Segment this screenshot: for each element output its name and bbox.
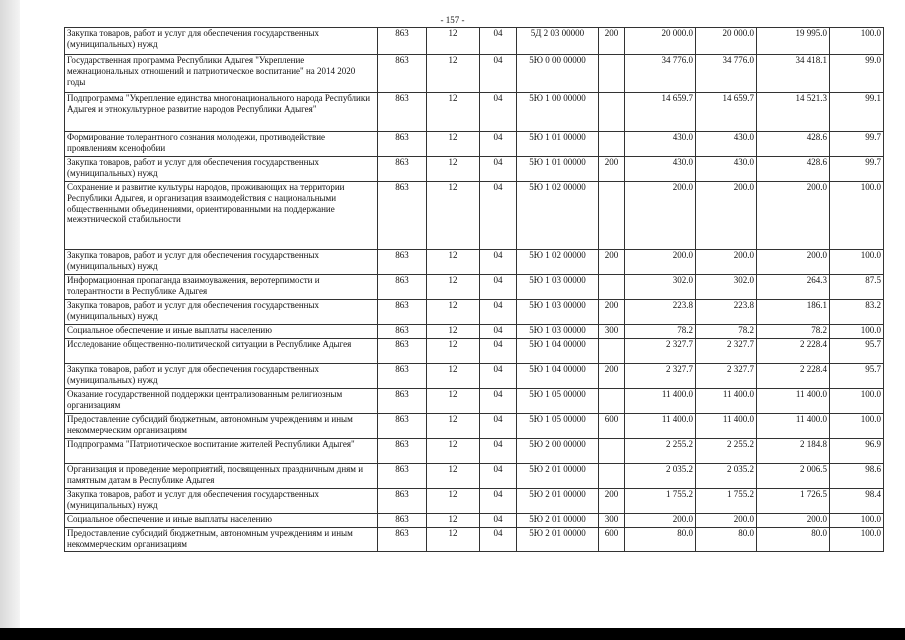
executed-amount: 11 400.0: [757, 389, 830, 414]
execution-percent: 98.4: [830, 489, 884, 514]
table-row: [65, 93, 884, 132]
target-article-code: 5Ю 2 01 00000: [517, 514, 599, 528]
expense-type-code: 200: [599, 28, 625, 55]
row-name: Закупка товаров, работ и услуг для обеспечения государственных (муниципальных) нужд: [65, 300, 378, 325]
ministry-code: 863: [378, 389, 427, 414]
approved-amount: 200.0: [625, 182, 696, 250]
table-row: [65, 275, 884, 300]
executed-amount: 264.3: [757, 275, 830, 300]
refined-amount: 11 400.0: [696, 414, 757, 439]
subsection-code: 04: [480, 250, 517, 275]
expense-type-code: [599, 439, 625, 464]
refined-amount: 2 327.7: [696, 364, 757, 389]
execution-percent: 99.0: [830, 55, 884, 93]
approved-amount: 1 755.2: [625, 489, 696, 514]
execution-percent: 100.0: [830, 528, 884, 552]
section-code: 12: [427, 55, 480, 93]
executed-amount: 11 400.0: [757, 414, 830, 439]
subsection-code: 04: [480, 514, 517, 528]
executed-amount: 14 521.3: [757, 93, 830, 132]
ministry-code: 863: [378, 182, 427, 250]
ministry-code: 863: [378, 275, 427, 300]
approved-amount: 223.8: [625, 300, 696, 325]
expense-type-code: 200: [599, 157, 625, 182]
budget-table: [64, 27, 884, 552]
row-name: Предоставление субсидий бюджетным, автономным учреждениям и иным некоммерческим организациям: [65, 528, 378, 552]
section-code: 12: [427, 389, 480, 414]
subsection-code: 04: [480, 389, 517, 414]
target-article-code: 5Ю 1 04 00000: [517, 364, 599, 389]
approved-amount: 2 327.7: [625, 339, 696, 364]
row-name: Закупка товаров, работ и услуг для обеспечения государственных (муниципальных) нужд: [65, 250, 378, 275]
row-name: Закупка товаров, работ и услуг для обеспечения государственных (муниципальных) нужд: [65, 364, 378, 389]
row-name: Формирование толерантного сознания молодежи, противодействие проявлениям ксенофобии: [65, 132, 378, 157]
section-code: 12: [427, 275, 480, 300]
target-article-code: 5Ю 1 04 00000: [517, 339, 599, 364]
section-code: 12: [427, 250, 480, 275]
executed-amount: 80.0: [757, 528, 830, 552]
execution-percent: 87.5: [830, 275, 884, 300]
execution-percent: 98.6: [830, 464, 884, 489]
subsection-code: 04: [480, 275, 517, 300]
approved-amount: 430.0: [625, 157, 696, 182]
ministry-code: 863: [378, 339, 427, 364]
section-code: 12: [427, 300, 480, 325]
ministry-code: 863: [378, 489, 427, 514]
executed-amount: 2 228.4: [757, 364, 830, 389]
expense-type-code: 200: [599, 300, 625, 325]
table-row: [65, 55, 884, 93]
row-name: Подпрограмма "Патриотическое воспитание жителей Республики Адыгея": [65, 439, 378, 464]
subsection-code: 04: [480, 93, 517, 132]
approved-amount: 200.0: [625, 514, 696, 528]
section-code: 12: [427, 439, 480, 464]
target-article-code: 5Ю 1 01 00000: [517, 132, 599, 157]
target-article-code: 5Ю 1 03 00000: [517, 325, 599, 339]
section-code: 12: [427, 93, 480, 132]
row-name: Закупка товаров, работ и услуг для обеспечения государственных (муниципальных) нужд: [65, 28, 378, 55]
row-name: Социальное обеспечение и иные выплаты населению: [65, 514, 378, 528]
subsection-code: 04: [480, 132, 517, 157]
target-article-code: 5Ю 1 02 00000: [517, 250, 599, 275]
table-row: [65, 364, 884, 389]
target-article-code: 5Ю 2 00 00000: [517, 439, 599, 464]
subsection-code: 04: [480, 464, 517, 489]
approved-amount: 78.2: [625, 325, 696, 339]
ministry-code: 863: [378, 132, 427, 157]
subsection-code: 04: [480, 364, 517, 389]
expense-type-code: [599, 93, 625, 132]
scan-edge-bottom: [0, 628, 905, 640]
approved-amount: 2 035.2: [625, 464, 696, 489]
subsection-code: 04: [480, 489, 517, 514]
ministry-code: 863: [378, 93, 427, 132]
table-row: [65, 414, 884, 439]
section-code: 12: [427, 182, 480, 250]
target-article-code: 5Ю 1 02 00000: [517, 182, 599, 250]
approved-amount: 20 000.0: [625, 28, 696, 55]
ministry-code: 863: [378, 414, 427, 439]
executed-amount: 78.2: [757, 325, 830, 339]
executed-amount: 2 228.4: [757, 339, 830, 364]
execution-percent: 95.7: [830, 364, 884, 389]
subsection-code: 04: [480, 300, 517, 325]
refined-amount: 430.0: [696, 132, 757, 157]
subsection-code: 04: [480, 414, 517, 439]
subsection-code: 04: [480, 325, 517, 339]
table-row: [65, 514, 884, 528]
executed-amount: 200.0: [757, 182, 830, 250]
refined-amount: 1 755.2: [696, 489, 757, 514]
target-article-code: 5Ю 1 05 00000: [517, 414, 599, 439]
execution-percent: 100.0: [830, 389, 884, 414]
expense-type-code: [599, 389, 625, 414]
refined-amount: 200.0: [696, 514, 757, 528]
table-row: [65, 28, 884, 55]
ministry-code: 863: [378, 28, 427, 55]
section-code: 12: [427, 325, 480, 339]
row-name: Социальное обеспечение и иные выплаты населению: [65, 325, 378, 339]
executed-amount: 428.6: [757, 157, 830, 182]
refined-amount: 34 776.0: [696, 55, 757, 93]
ministry-code: 863: [378, 55, 427, 93]
approved-amount: 2 327.7: [625, 364, 696, 389]
budget-table-body: [65, 28, 884, 552]
expense-type-code: 600: [599, 414, 625, 439]
expense-type-code: 600: [599, 528, 625, 552]
section-code: 12: [427, 157, 480, 182]
executed-amount: 200.0: [757, 514, 830, 528]
table-row: [65, 439, 884, 464]
approved-amount: 11 400.0: [625, 389, 696, 414]
table-row: [65, 182, 884, 250]
target-article-code: 5Ю 2 01 00000: [517, 528, 599, 552]
approved-amount: 34 776.0: [625, 55, 696, 93]
executed-amount: 1 726.5: [757, 489, 830, 514]
execution-percent: 100.0: [830, 28, 884, 55]
target-article-code: 5Д 2 03 00000: [517, 28, 599, 55]
refined-amount: 78.2: [696, 325, 757, 339]
target-article-code: 5Ю 1 00 00000: [517, 93, 599, 132]
table-row: [65, 339, 884, 364]
expense-type-code: 200: [599, 489, 625, 514]
ministry-code: 863: [378, 325, 427, 339]
target-article-code: 5Ю 1 05 00000: [517, 389, 599, 414]
subsection-code: 04: [480, 528, 517, 552]
expense-type-code: [599, 182, 625, 250]
refined-amount: 80.0: [696, 528, 757, 552]
subsection-code: 04: [480, 339, 517, 364]
row-name: Организация и проведение мероприятий, посвященных праздничным дням и памятным датам в Республике Адыгея: [65, 464, 378, 489]
refined-amount: 2 255.2: [696, 439, 757, 464]
target-article-code: 5Ю 2 01 00000: [517, 489, 599, 514]
row-name: Подпрограмма "Укрепление единства многонационального народа Республики Адыгея и этнокультурное развитие народов Республики Адыгея": [65, 93, 378, 132]
expense-type-code: [599, 275, 625, 300]
ministry-code: 863: [378, 528, 427, 552]
execution-percent: 95.7: [830, 339, 884, 364]
refined-amount: 200.0: [696, 250, 757, 275]
executed-amount: 186.1: [757, 300, 830, 325]
target-article-code: 5Ю 1 03 00000: [517, 275, 599, 300]
approved-amount: 430.0: [625, 132, 696, 157]
row-name: Информационная пропаганда взаимоуважения, веротерпимости и толерантности в Республике Адыгея: [65, 275, 378, 300]
expense-type-code: [599, 132, 625, 157]
table-row: [65, 300, 884, 325]
executed-amount: 19 995.0: [757, 28, 830, 55]
section-code: 12: [427, 464, 480, 489]
section-code: 12: [427, 364, 480, 389]
expense-type-code: 200: [599, 364, 625, 389]
approved-amount: 14 659.7: [625, 93, 696, 132]
subsection-code: 04: [480, 157, 517, 182]
target-article-code: 5Ю 2 01 00000: [517, 464, 599, 489]
approved-amount: 200.0: [625, 250, 696, 275]
section-code: 12: [427, 28, 480, 55]
refined-amount: 11 400.0: [696, 389, 757, 414]
subsection-code: 04: [480, 28, 517, 55]
approved-amount: 2 255.2: [625, 439, 696, 464]
refined-amount: 14 659.7: [696, 93, 757, 132]
execution-percent: 99.7: [830, 132, 884, 157]
execution-percent: 100.0: [830, 414, 884, 439]
ministry-code: 863: [378, 250, 427, 275]
table-row: [65, 250, 884, 275]
execution-percent: 100.0: [830, 514, 884, 528]
expense-type-code: 300: [599, 514, 625, 528]
expense-type-code: 300: [599, 325, 625, 339]
section-code: 12: [427, 339, 480, 364]
execution-percent: 99.7: [830, 157, 884, 182]
row-name: Сохранение и развитие культуры народов, проживающих на территории Республики Адыгея, и организация взаимодействия с национальными общественными объединениями, ориентированными на поддержание межэтнической стабильности: [65, 182, 378, 250]
refined-amount: 430.0: [696, 157, 757, 182]
table-row: [65, 132, 884, 157]
section-code: 12: [427, 132, 480, 157]
expense-type-code: [599, 464, 625, 489]
execution-percent: 99.1: [830, 93, 884, 132]
ministry-code: 863: [378, 157, 427, 182]
executed-amount: 2 006.5: [757, 464, 830, 489]
table-row: [65, 325, 884, 339]
row-name: Государственная программа Республики Адыгея "Укрепление межнациональных отношений и патриотическое воспитание" на 2014 2020 годы: [65, 55, 378, 93]
subsection-code: 04: [480, 439, 517, 464]
section-code: 12: [427, 514, 480, 528]
subsection-code: 04: [480, 55, 517, 93]
row-name: Предоставление субсидий бюджетным, автономным учреждениям и иным некоммерческим организациям: [65, 414, 378, 439]
section-code: 12: [427, 414, 480, 439]
ministry-code: 863: [378, 364, 427, 389]
refined-amount: 2 035.2: [696, 464, 757, 489]
expense-type-code: [599, 339, 625, 364]
table-row: [65, 157, 884, 182]
execution-percent: 83.2: [830, 300, 884, 325]
row-name: Исследование общественно-политической ситуации в Республике Адыгея: [65, 339, 378, 364]
row-name: Закупка товаров, работ и услуг для обеспечения государственных (муниципальных) нужд: [65, 157, 378, 182]
table-row: [65, 464, 884, 489]
refined-amount: 223.8: [696, 300, 757, 325]
execution-percent: 100.0: [830, 182, 884, 250]
ministry-code: 863: [378, 514, 427, 528]
approved-amount: 80.0: [625, 528, 696, 552]
target-article-code: 5Ю 1 03 00000: [517, 300, 599, 325]
execution-percent: 96.9: [830, 439, 884, 464]
subsection-code: 04: [480, 182, 517, 250]
refined-amount: 2 327.7: [696, 339, 757, 364]
refined-amount: 200.0: [696, 182, 757, 250]
execution-percent: 100.0: [830, 325, 884, 339]
page-number: - 157 -: [440, 15, 465, 25]
table-row: [65, 528, 884, 552]
expense-type-code: 200: [599, 250, 625, 275]
expense-type-code: [599, 55, 625, 93]
ministry-code: 863: [378, 439, 427, 464]
refined-amount: 302.0: [696, 275, 757, 300]
target-article-code: 5Ю 0 00 00000: [517, 55, 599, 93]
row-name: Закупка товаров, работ и услуг для обеспечения государственных (муниципальных) нужд: [65, 489, 378, 514]
section-code: 12: [427, 489, 480, 514]
approved-amount: 302.0: [625, 275, 696, 300]
table-row: [65, 489, 884, 514]
table-row: [65, 389, 884, 414]
target-article-code: 5Ю 1 01 00000: [517, 157, 599, 182]
approved-amount: 11 400.0: [625, 414, 696, 439]
scan-shadow-left: [0, 0, 20, 640]
execution-percent: 100.0: [830, 250, 884, 275]
refined-amount: 20 000.0: [696, 28, 757, 55]
executed-amount: 200.0: [757, 250, 830, 275]
executed-amount: 428.6: [757, 132, 830, 157]
ministry-code: 863: [378, 464, 427, 489]
row-name: Оказание государственной поддержки централизованным религиозным организациям: [65, 389, 378, 414]
executed-amount: 34 418.1: [757, 55, 830, 93]
executed-amount: 2 184.8: [757, 439, 830, 464]
section-code: 12: [427, 528, 480, 552]
ministry-code: 863: [378, 300, 427, 325]
